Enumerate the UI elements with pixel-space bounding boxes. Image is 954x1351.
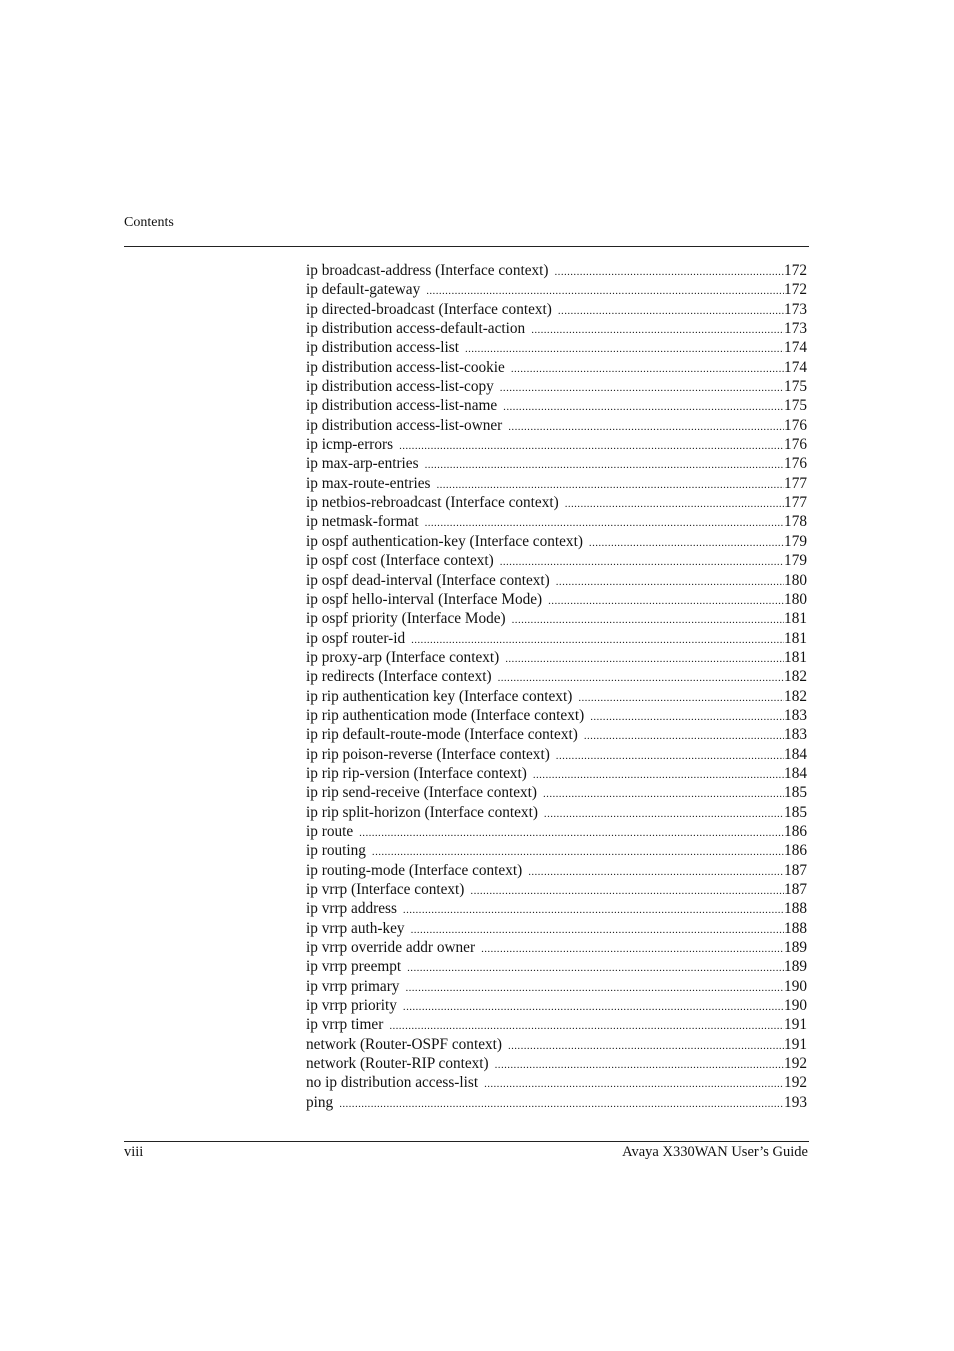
dot-leader xyxy=(495,1056,784,1073)
toc-entry-title: ip distribution access-list-cookie xyxy=(306,358,505,376)
toc-entry-page: 181 xyxy=(784,648,807,666)
toc-entry-title: ip distribution access-list xyxy=(306,339,459,357)
toc-entry-title: ip ospf priority (Interface Mode) xyxy=(306,610,506,628)
toc-entry-page: 180 xyxy=(784,590,807,608)
toc-entry-page: 189 xyxy=(784,939,807,957)
toc-entry[interactable] xyxy=(306,1073,807,1092)
toc-entry[interactable] xyxy=(306,803,807,822)
toc-entry-title: ip rip rip-version (Interface context) xyxy=(306,764,527,782)
toc-entry-page: 189 xyxy=(784,958,807,976)
toc-entry[interactable] xyxy=(306,1035,807,1054)
dot-leader xyxy=(411,631,784,648)
toc-entry-page: 173 xyxy=(784,300,807,318)
toc-entry[interactable] xyxy=(306,454,807,473)
toc-entry-page: 185 xyxy=(784,784,807,802)
toc-entry-page: 182 xyxy=(784,687,807,705)
toc-entry-page: 188 xyxy=(784,919,807,937)
toc-entry[interactable] xyxy=(306,609,807,628)
toc-entry-title: ip icmp-errors xyxy=(306,436,394,454)
toc-entry[interactable] xyxy=(306,261,807,280)
toc-entry-title: ip ospf router-id xyxy=(306,629,406,647)
toc-entry-title: ip distribution access-list-owner xyxy=(306,416,503,434)
dot-leader xyxy=(584,727,784,744)
toc-entry[interactable] xyxy=(306,474,807,493)
dot-leader xyxy=(470,882,784,899)
toc-entry[interactable] xyxy=(306,319,807,338)
dot-leader xyxy=(556,573,784,590)
dot-leader xyxy=(465,340,784,357)
dot-leader xyxy=(372,843,784,860)
toc-entry-page: 179 xyxy=(784,532,807,550)
toc-entry[interactable] xyxy=(306,358,807,377)
toc-entry-page: 180 xyxy=(784,571,807,589)
toc-entry-title: ip proxy-arp (Interface context) xyxy=(306,648,500,666)
toc-entry[interactable] xyxy=(306,977,807,996)
toc-entry-page: 178 xyxy=(784,513,807,531)
toc-entry-title: ip netmask-format xyxy=(306,513,419,531)
toc-entry[interactable] xyxy=(306,725,807,744)
toc-entry[interactable] xyxy=(306,512,807,531)
toc-entry-page: 190 xyxy=(784,997,807,1015)
toc-entry-title: ip rip send-receive (Interface context) xyxy=(306,784,538,802)
dot-leader xyxy=(426,282,784,299)
toc-entry-page: 188 xyxy=(784,900,807,918)
toc-entry-page: 173 xyxy=(784,320,807,338)
dot-leader xyxy=(484,1075,784,1092)
toc-entry-title: ip ospf cost (Interface context) xyxy=(306,552,494,570)
dot-leader xyxy=(498,669,784,686)
toc-entry[interactable] xyxy=(306,300,807,319)
toc-entry[interactable] xyxy=(306,783,807,802)
dot-leader xyxy=(339,1095,784,1112)
toc-entry-page: 183 xyxy=(784,726,807,744)
toc-entry-title: ip distribution access-default-action xyxy=(306,320,526,338)
toc-entry[interactable] xyxy=(306,687,807,706)
toc-entry-page: 186 xyxy=(784,842,807,860)
toc-entry-title: ip distribution access-list-name xyxy=(306,397,498,415)
toc-entry-page: 176 xyxy=(784,436,807,454)
toc-entry[interactable] xyxy=(306,1015,807,1034)
toc-entry-page: 190 xyxy=(784,977,807,995)
toc-entry-page: 186 xyxy=(784,822,807,840)
dot-leader xyxy=(528,863,784,880)
toc-entry-page: 175 xyxy=(784,378,807,396)
toc-entry[interactable] xyxy=(306,706,807,725)
dot-leader xyxy=(511,360,784,377)
toc-entry-title: ip routing-mode (Interface context) xyxy=(306,861,523,879)
toc-entry-page: 192 xyxy=(784,1074,807,1092)
toc-entry-title: ip max-arp-entries xyxy=(306,455,419,473)
toc-entry[interactable] xyxy=(306,667,807,686)
dot-leader xyxy=(425,456,784,473)
dot-leader xyxy=(512,611,784,628)
dot-leader xyxy=(565,495,784,512)
toc-entry[interactable] xyxy=(306,571,807,590)
toc-entry-page: 192 xyxy=(784,1055,807,1073)
toc-entry[interactable] xyxy=(306,841,807,860)
toc-entry[interactable] xyxy=(306,957,807,976)
toc-entry-title: ip max-route-entries xyxy=(306,474,431,492)
toc-entry-title: ip rip poison-reverse (Interface context) xyxy=(306,745,550,763)
toc-entry-title: ip vrrp override addr owner xyxy=(306,939,476,957)
toc-entry[interactable] xyxy=(306,493,807,512)
dot-leader xyxy=(589,534,784,551)
toc-entry-page: 177 xyxy=(784,494,807,512)
toc-entry-page: 174 xyxy=(784,339,807,357)
toc-entry[interactable] xyxy=(306,629,807,648)
toc-entry-title: no ip distribution access-list xyxy=(306,1074,479,1092)
toc-entry[interactable] xyxy=(306,648,807,667)
toc-entry-title: ip routing xyxy=(306,842,366,860)
dot-leader xyxy=(543,785,784,802)
dot-leader xyxy=(556,747,784,764)
toc-entry[interactable] xyxy=(306,435,807,454)
dot-leader xyxy=(399,437,784,454)
toc-entry[interactable] xyxy=(306,745,807,764)
toc-entry[interactable] xyxy=(306,377,807,396)
dot-leader xyxy=(500,379,784,396)
toc-entry-page: 172 xyxy=(784,281,807,299)
toc-entry[interactable] xyxy=(306,338,807,357)
toc-entry-title: ip vrrp address xyxy=(306,900,397,918)
toc-entry-page: 184 xyxy=(784,745,807,763)
toc-entry-page: 185 xyxy=(784,803,807,821)
toc-entry-page: 177 xyxy=(784,474,807,492)
toc-entry-title: network (Router-RIP context) xyxy=(306,1055,489,1073)
dot-leader xyxy=(558,302,784,319)
toc-entry-title: ip directed-broadcast (Interface context) xyxy=(306,300,552,318)
toc-entry-title: ip vrrp (Interface context) xyxy=(306,881,465,898)
toc-entry-title: ip rip split-horizon (Interface context) xyxy=(306,803,538,821)
footer-rule xyxy=(124,1141,809,1142)
toc-entry[interactable] xyxy=(306,1054,807,1073)
toc-entry-page: 172 xyxy=(784,262,807,279)
toc-entry-page: 179 xyxy=(784,552,807,570)
toc-entry[interactable] xyxy=(306,899,807,918)
dot-leader xyxy=(405,979,784,996)
dot-leader xyxy=(590,708,784,725)
dot-leader xyxy=(436,476,784,493)
dot-leader xyxy=(533,766,784,783)
toc-entry-title: ping xyxy=(306,1093,334,1111)
dot-leader xyxy=(578,689,784,706)
toc-entry-title: ip ospf hello-interval (Interface Mode) xyxy=(306,590,543,608)
toc-entry-title: ip ospf dead-interval (Interface context) xyxy=(306,571,550,589)
dot-leader xyxy=(544,805,784,822)
toc-entry[interactable] xyxy=(306,280,807,299)
toc-entry-page: 187 xyxy=(784,881,807,898)
dot-leader xyxy=(508,418,784,435)
toc-entry[interactable] xyxy=(306,996,807,1015)
dot-leader xyxy=(403,998,784,1015)
dot-leader xyxy=(503,398,784,415)
dot-leader xyxy=(411,921,784,938)
dot-leader xyxy=(555,263,785,280)
toc-entry-page: 174 xyxy=(784,358,807,376)
toc-entry-title: ip distribution access-list-copy xyxy=(306,378,494,396)
toc-entry-title: ip broadcast-address (Interface context) xyxy=(306,262,549,279)
dot-leader xyxy=(481,940,784,957)
toc-entry-title: ip vrrp timer xyxy=(306,1016,384,1034)
header-rule xyxy=(124,246,809,247)
toc-entry[interactable] xyxy=(306,551,807,570)
dot-leader xyxy=(425,514,784,531)
toc-entry[interactable] xyxy=(306,938,807,957)
toc-entry-title: ip vrrp primary xyxy=(306,977,400,995)
toc-entry-page: 193 xyxy=(784,1093,807,1111)
dot-leader xyxy=(508,1037,784,1054)
toc-entry-title: ip redirects (Interface context) xyxy=(306,668,492,686)
toc-entry-title: network (Router-OSPF context) xyxy=(306,1035,502,1053)
toc-entry[interactable] xyxy=(306,396,807,415)
toc-entry-page: 191 xyxy=(784,1016,807,1034)
toc-entry-title: ip vrrp auth-key xyxy=(306,919,405,937)
running-header: Contents xyxy=(124,215,174,230)
toc-entry-page: 184 xyxy=(784,764,807,782)
toc-entry[interactable] xyxy=(306,416,807,435)
toc-entry-title: ip ospf authentication-key (Interface context) xyxy=(306,532,583,550)
toc-entry-page: 181 xyxy=(784,610,807,628)
toc-entry-page: 176 xyxy=(784,455,807,473)
dot-leader xyxy=(548,592,784,609)
toc-entry-title: ip rip default-route-mode (Interface context) xyxy=(306,726,578,744)
toc-entry-page: 183 xyxy=(784,706,807,724)
dot-leader xyxy=(531,321,784,338)
toc-entry[interactable] xyxy=(306,590,807,609)
toc-entry-page: 181 xyxy=(784,629,807,647)
toc-entry-page: 175 xyxy=(784,397,807,415)
dot-leader xyxy=(403,901,784,918)
toc-entry-page: 191 xyxy=(784,1035,807,1053)
dot-leader xyxy=(505,650,784,667)
toc-entry-title: ip rip authentication mode (Interface context) xyxy=(306,706,585,724)
toc-entry-page: 187 xyxy=(784,861,807,879)
toc-entry-title: ip vrrp preempt xyxy=(306,958,402,976)
book-title: Avaya X330WAN User’s Guide xyxy=(622,1144,808,1160)
toc-entry[interactable] xyxy=(306,764,807,783)
toc-entry-title: ip route xyxy=(306,822,354,840)
dot-leader xyxy=(359,824,784,841)
toc-entry-page: 182 xyxy=(784,668,807,686)
toc-entry-title: ip default-gateway xyxy=(306,281,421,299)
dot-leader xyxy=(389,1017,784,1034)
toc-entry-title: ip rip authentication key (Interface context) xyxy=(306,687,573,705)
page-number: viii xyxy=(124,1144,144,1160)
toc-entry-page: 176 xyxy=(784,416,807,434)
toc-entry[interactable] xyxy=(306,919,807,938)
toc-entry[interactable] xyxy=(306,880,807,899)
toc-entry-title: ip netbios-rebroadcast (Interface context) xyxy=(306,494,559,512)
dot-leader xyxy=(407,959,784,976)
dot-leader xyxy=(500,553,784,570)
table-of-contents xyxy=(306,261,807,1112)
toc-entry[interactable] xyxy=(306,532,807,551)
toc-entry[interactable] xyxy=(306,861,807,880)
toc-entry[interactable] xyxy=(306,822,807,841)
toc-entry[interactable] xyxy=(306,1093,807,1112)
toc-entry-title: ip vrrp priority xyxy=(306,997,397,1015)
